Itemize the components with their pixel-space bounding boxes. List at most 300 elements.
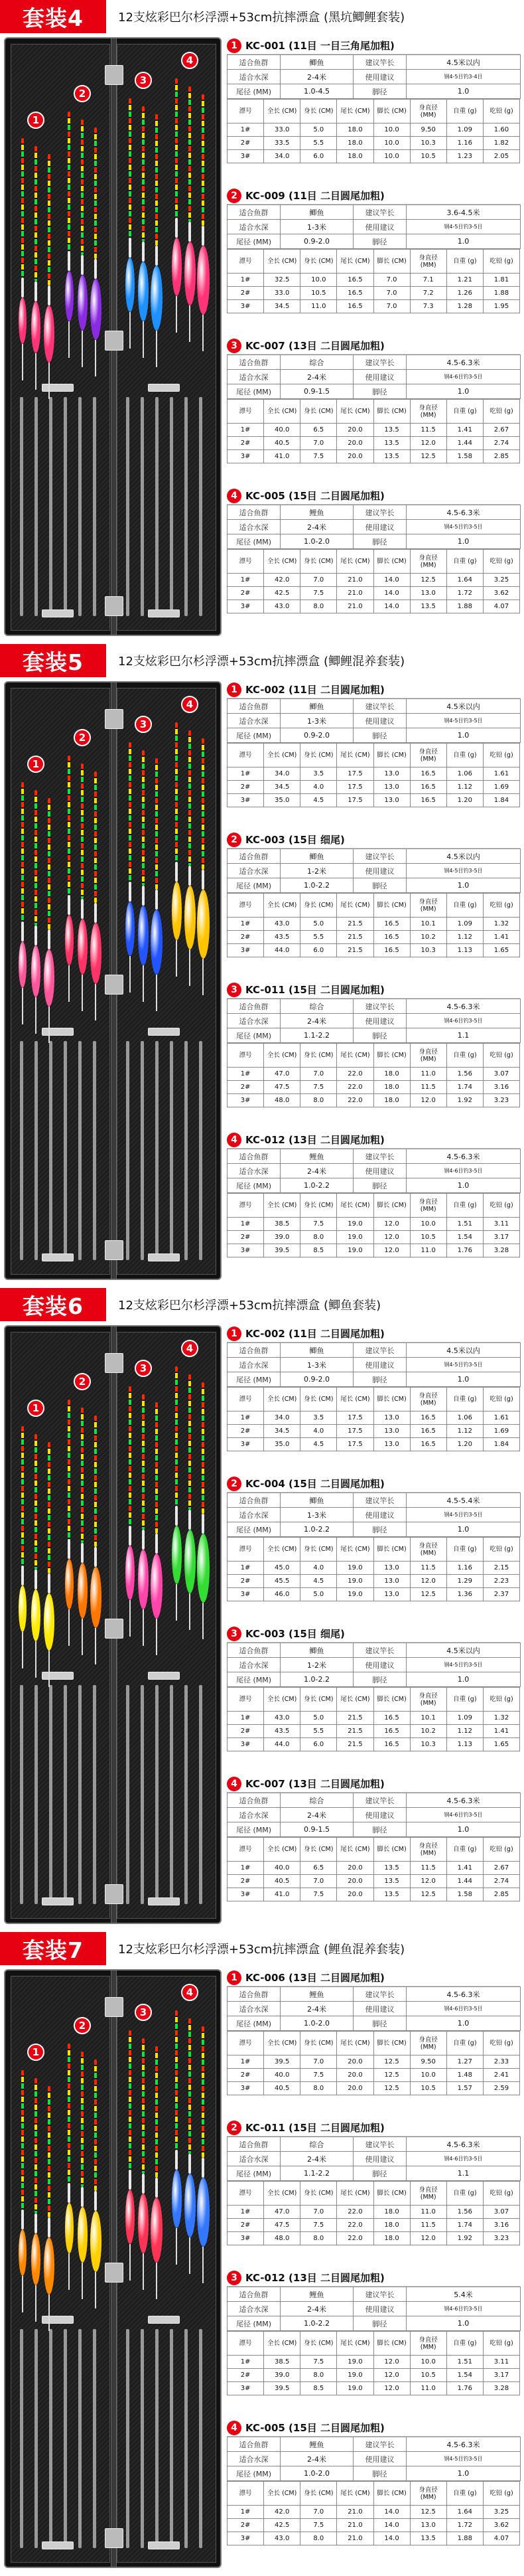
spec-key: 尾径 (MM) [228,534,281,549]
float-foot [129,1600,131,1637]
rack-slot [34,397,38,616]
spec-cell: 7.0 [300,574,337,587]
spec-data-table [227,1687,520,1751]
float-foot [176,940,177,977]
spec-cell: 10.0 [410,2356,446,2369]
spec-cell: 12.0 [410,2232,446,2245]
spec-title [227,2269,520,2287]
spec-column-header: 吃铅 (g) [483,1044,519,1068]
spec-cell: 4.5 [300,1575,337,1588]
float-tail [94,127,97,259]
spec-cell: 10.5 [410,2082,446,2095]
spec-cell: 22.0 [337,1094,373,1107]
spec-value: 鲫鱼 [281,1493,354,1508]
spec-key: 脚径 [354,84,407,99]
spec-cell: 1.32 [483,1712,519,1725]
spec-key: 尾径 (MM) [228,2316,281,2331]
spec-data-row [228,2055,520,2069]
spec-key: 适合水深 [228,1014,281,1028]
spec-cell: 3.17 [483,2369,519,2382]
spec-header-row [228,2182,520,2206]
spec-cell: 3# [228,150,264,163]
spec-key: 适合水深 [228,220,281,234]
spec-key: 适合水深 [228,1808,281,1822]
spec-cell: 48.0 [264,2232,300,2245]
float-body [44,305,54,362]
spec-column-header: 脚长 (CM) [373,2182,410,2206]
spec-info-table [227,54,521,99]
float-tail [188,730,191,866]
spec-data-row [228,918,520,931]
spec-column-header: 自重 (g) [446,1538,483,1562]
spec-cell: 10.0 [373,150,410,163]
spec-cell: 45.0 [264,1562,300,1575]
spec-column-header: 吃铅 (g) [483,1688,519,1712]
float-tail [94,1415,97,1547]
spec-column-header: 身直径 (MM) [410,250,446,274]
spec-title [227,2419,520,2437]
spec-cell: 8.0 [300,2532,337,2545]
spec-column-header: 尾长 (CM) [337,100,373,123]
suit-header [0,644,524,677]
spec-key: 尾径 (MM) [228,234,281,249]
spec-cell: 32.5 [264,274,300,287]
spec-cell: 12.5 [410,1588,446,1601]
spec-cell: 39.5 [264,2055,300,2069]
spec-column-header: 自重 (g) [446,894,483,918]
spec-info-row [228,520,521,534]
float-tail [188,86,191,222]
float-stem [188,866,191,886]
spec-column [227,1325,520,1924]
spec-column-header: 漂号 [228,1688,264,1712]
spec-cell: 18.0 [373,2206,410,2219]
spec-cell: 7.5 [300,1888,337,1901]
spec-cell: 12.0 [410,1875,446,1888]
rack-slot [93,1685,96,1904]
spec-cell: 18.0 [337,150,373,163]
spec-cell: 18.0 [373,1094,410,1107]
spec-value: 钢4-5目钓3-5目 [407,220,521,234]
spec-data-table [227,893,520,957]
float-stem [68,1539,70,1559]
spec-cell: 1.20 [446,794,483,807]
spec-model-title: KC-009 (11目 二目圆尾加粗) [245,190,385,202]
spec-number-badge: 1 [227,1327,241,1341]
spec-column-header: 身长 (CM) [300,1688,337,1712]
float-tail [34,790,37,926]
spec-cell: 7.0 [300,437,337,450]
spec-key: 尾径 (MM) [228,2016,281,2031]
spec-column-header: 全长 (CM) [264,1838,300,1862]
spec-cell: 7.0 [373,274,410,287]
spec-key: 适合鱼群 [228,1643,281,1658]
spec-cell: 7.2 [410,287,446,300]
spec-cell: 22.0 [337,2232,373,2245]
spec-value: 1-3米 [281,714,354,728]
spec-column-header: 身长 (CM) [300,100,337,123]
spec-column-header: 身长 (CM) [300,2032,337,2055]
spec-column-header: 吃铅 (g) [483,2482,519,2506]
spec-value: 鲤鱼 [281,505,354,520]
spec-value: 1.0 [407,2466,521,2481]
spec-value: 钢4-5目钓3-5目 [407,714,521,728]
spec-key: 适合鱼群 [228,849,281,864]
spec-cell: 19.0 [337,2356,373,2369]
rack-slot [155,2329,159,2548]
spec-column-header: 吃铅 (g) [483,744,519,767]
spec-key: 尾径 (MM) [228,728,281,743]
spec-info-row [228,1643,521,1658]
spec-block [227,2119,520,2269]
spec-cell: 35.0 [264,1438,300,1451]
spec-cell: 1# [228,274,264,287]
spec-info-row [228,714,521,728]
rack-slot [93,1041,96,1260]
spec-cell: 1# [228,424,264,437]
spec-cell: 10.3 [410,1738,446,1751]
spec-cell: 13.0 [410,587,446,600]
float-group-number: 2 [74,2017,91,2034]
rack-slot [64,1041,67,1260]
spec-column-header: 脚长 (CM) [373,2032,410,2055]
box-hinge [105,596,123,616]
spec-info-row [228,1358,521,1372]
spec-number-badge: 1 [227,39,241,53]
spec-column-header: 脚长 (CM) [373,1044,410,1068]
spec-info-row [228,1372,521,1387]
spec-cell: 17.5 [337,1438,373,1451]
spec-cell: 1# [228,2506,264,2519]
spec-cell: 5.5 [300,1725,337,1738]
float-foot [68,2253,70,2290]
spec-cell: 3# [228,2082,264,2095]
rack-slot [170,1041,173,1260]
spec-key: 脚径 [354,2016,407,2031]
spec-info-table [227,1643,521,1687]
spec-column-header: 身直径 (MM) [410,1688,446,1712]
spec-column-header: 身直径 (MM) [410,1388,446,1411]
float-tail [129,1386,131,1526]
float-body [65,1559,74,1609]
spec-info-table [227,2136,521,2181]
spec-model-title: KC-004 (15目 二目圆尾加粗) [245,1478,385,1490]
spec-column-header: 脚长 (CM) [373,2332,410,2356]
spec-column [227,681,520,1280]
spec-key: 适合鱼群 [228,999,281,1014]
spec-number-badge: 2 [227,1477,241,1491]
spec-data-table [227,2481,520,2545]
spec-info-row [228,1149,521,1164]
float-tail [129,98,131,238]
spec-cell: 20.0 [337,1888,373,1901]
spec-key: 使用建议 [354,370,407,384]
spec-column-header: 全长 (CM) [264,2032,300,2055]
spec-cell: 1.74 [446,1081,483,1094]
spec-model-title: KC-007 (13目 二目圆尾加粗) [245,340,385,352]
spec-number-badge: 1 [227,683,241,697]
spec-cell: 1.28 [446,300,483,313]
float-stem [129,2170,131,2190]
spec-cell: 16.5 [373,1738,410,1751]
spec-column-header: 吃铅 (g) [483,250,519,274]
float-group-number: 3 [135,2004,152,2021]
spec-cell: 16.5 [410,1411,446,1425]
spec-key: 尾径 (MM) [228,1028,281,1043]
spec-data-row [228,137,520,150]
spec-value: 4.5-5.4米 [407,1493,521,1508]
spec-cell: 2# [228,1875,264,1888]
spec-key: 建议竿长 [354,1343,407,1358]
spec-key: 使用建议 [354,220,407,234]
spec-cell: 1.82 [483,137,519,150]
spec-value: 4.5-6.3米 [407,505,521,520]
float-stem [188,222,191,242]
spec-value: 钢4-5目钓3-5目 [407,864,521,878]
spec-number-badge: 2 [227,189,241,203]
spec-number-badge: 3 [227,1627,241,1641]
spec-cell: 11.5 [410,1562,446,1575]
spec-value: 1.0-2.0 [281,2466,354,2481]
spec-cell: 1.69 [483,1425,519,1438]
spec-key: 脚径 [354,1028,407,1043]
spec-column-header: 全长 (CM) [264,1688,300,1712]
spec-key: 建议竿长 [354,1643,407,1658]
spec-value: 4.5-6.3米 [407,1793,521,1808]
spec-data-table [227,99,520,163]
rack-clip [148,2316,180,2324]
float-tail [48,1442,50,1573]
float-stem [68,2183,70,2203]
spec-cell: 21.5 [337,1738,373,1751]
spec-value: 2-4米 [281,370,354,384]
spec-cell: 7.5 [300,2069,337,2082]
spec-info-row [228,864,521,878]
float-foot [143,321,144,358]
spec-column-header: 脚长 (CM) [373,1388,410,1411]
spec-cell: 1.41 [446,1862,483,1875]
spec-cell: 16.5 [410,794,446,807]
float-stem [34,282,37,301]
spec-cell: 2# [228,437,264,450]
spec-info-row [228,534,521,549]
spec-key: 适合鱼群 [228,2287,281,2302]
spec-cell: 1.65 [483,1738,519,1751]
spec-cell: 13.5 [373,1875,410,1888]
spec-key: 使用建议 [354,520,407,534]
spec-number-badge: 4 [227,1777,241,1791]
spec-model-title: KC-002 (11目 二目圆尾加粗) [245,684,385,696]
float-body [151,2198,163,2263]
spec-title [227,37,520,54]
spec-cell: 12.0 [410,1575,446,1588]
spec-key: 建议竿长 [354,2437,407,2452]
spec-key: 适合水深 [228,2302,281,2316]
float-tail [34,1434,37,1570]
spec-value: 2-4米 [281,520,354,534]
spec-cell: 22.0 [337,1068,373,1081]
spec-column-header: 漂号 [228,2482,264,2506]
rack-clip [148,1897,180,1905]
spec-cell: 1.61 [483,1411,519,1425]
float-foot [22,1632,23,1668]
float-stem [94,1547,97,1567]
spec-cell: 12.0 [373,2356,410,2369]
spec-cell: 8.0 [300,1231,337,1244]
float-tail [202,738,204,870]
spec-key: 脚径 [354,1522,407,1537]
spec-value: 鲤鱼 [281,1149,354,1164]
spec-cell: 1.12 [446,1425,483,1438]
spec-cell: 43.5 [264,1725,300,1738]
float-foot [35,997,36,1034]
spec-cell: 1.76 [446,1244,483,1257]
spec-key: 适合鱼群 [228,355,281,370]
float-tail [142,750,145,886]
spec-value: 1.0 [407,84,521,99]
float-stem [155,1534,158,1554]
spec-key: 脚径 [354,728,407,743]
spec-cell: 1.61 [483,767,519,781]
float-group-number: 1 [27,756,44,773]
spec-model-title: KC-012 (13目 二目圆尾加粗) [245,1134,385,1146]
rack-slot [20,1041,23,1260]
rack-clip [148,2541,180,2549]
rack-slot [126,2329,129,2548]
float-foot [95,1628,96,1664]
float-tail [175,722,178,862]
spec-value: 鲤鱼 [281,2437,354,2452]
spec-number-badge: 3 [227,339,241,353]
float-body [31,1589,40,1641]
float-body [19,297,27,344]
spec-cell: 11.0 [410,1068,446,1081]
spec-cell: 13.0 [373,1562,410,1575]
spec-cell: 3# [228,1244,264,1257]
spec-value: 1.1 [407,2166,521,2181]
float-foot [156,331,157,367]
spec-value: 鲫鱼 [281,1343,354,1358]
spec-cell: 41.0 [264,1888,300,1901]
float-tail [34,2078,37,2214]
float-body [19,1585,27,1632]
float-foot [48,1650,50,1687]
spec-column-header: 脚长 (CM) [373,1838,410,1862]
spec-data-row [228,1712,520,1725]
spec-cell: 20.0 [337,1875,373,1888]
spec-info-row [228,2287,521,2302]
spec-column-header: 自重 (g) [446,2032,483,2055]
float-body [19,941,27,988]
box-hinge [105,1997,123,2017]
spec-cell: 3# [228,1888,264,1901]
spec-header-row [228,400,520,424]
spec-number-badge: 3 [227,983,241,997]
spec-key: 脚径 [354,2316,407,2331]
spec-cell: 12.5 [410,450,446,463]
spec-data-row [228,1725,520,1738]
spec-key: 使用建议 [354,1808,407,1822]
spec-cell: 2.41 [483,2069,519,2082]
spec-cell: 3# [228,1094,264,1107]
float-stem [81,899,84,919]
spec-cell: 13.5 [373,1862,410,1875]
spec-cell: 5.0 [300,1712,337,1725]
float-group-number: 1 [27,112,44,129]
spec-key: 建议竿长 [354,699,407,714]
float-tail [175,1366,178,1506]
float-body [125,902,135,956]
spec-value: 钢4-6目钓3-5目 [407,1014,521,1028]
spec-cell: 1# [228,1411,264,1425]
spec-value: 4.5-6.3米 [407,999,521,1014]
spec-column-header: 身长 (CM) [300,400,337,424]
spec-info-row [228,1672,521,1687]
rack-slot [49,1041,52,1260]
spec-cell: 16.5 [373,931,410,944]
spec-column-header: 自重 (g) [446,250,483,274]
spec-cell: 21.0 [337,2519,373,2532]
spec-data-row [228,2232,520,2245]
spec-cell: 21.0 [337,600,373,613]
spec-info-table [227,1793,521,1837]
spec-data-row [228,2369,520,2382]
spec-cell: 16.5 [410,1425,446,1438]
spec-cell: 38.5 [264,2356,300,2369]
float-tail [155,758,158,890]
spec-cell: 21.5 [337,1725,373,1738]
spec-column-header: 漂号 [228,550,264,574]
spec-data-row [228,2356,520,2369]
spec-cell: 20.0 [337,1862,373,1875]
suit-section [0,1288,524,1932]
spec-number-badge: 2 [227,833,241,847]
float-foot [202,315,204,351]
spec-data-table [227,743,520,807]
spec-cell: 5.5 [300,931,337,944]
float-stem [142,1530,145,1550]
spec-block [227,37,520,187]
spec-column-header: 身长 (CM) [300,1838,337,1862]
spec-cell: 40.0 [264,2069,300,2082]
float-foot [202,1603,204,1639]
float-tail [202,94,204,226]
spec-value: 钢4-6目钓3-5目 [407,2302,521,2316]
spec-cell: 14.0 [373,2532,410,2545]
spec-key: 尾径 (MM) [228,384,281,399]
spec-value: 4.5-6.3米 [407,355,521,370]
spec-cell: 18.0 [373,2232,410,2245]
float-stem [81,1543,84,1563]
spec-cell: 12.5 [373,2069,410,2082]
spec-data-table [227,1043,520,1107]
spec-cell: 1# [228,2206,264,2219]
spec-column-header: 身长 (CM) [300,2332,337,2356]
spec-key: 建议竿长 [354,849,407,864]
float-body [197,2178,210,2247]
spec-cell: 6.0 [300,1738,337,1751]
float-foot [156,2263,157,2299]
spec-value: 2-4米 [281,1808,354,1822]
spec-info-row [228,2016,521,2031]
spec-key: 适合水深 [228,1658,281,1672]
spec-column-header: 尾长 (CM) [337,894,373,918]
float-foot [176,296,177,333]
spec-key: 使用建议 [354,70,407,84]
spec-cell: 7.5 [300,1081,337,1094]
float-foot [156,975,157,1011]
rack-clip [148,1672,180,1680]
